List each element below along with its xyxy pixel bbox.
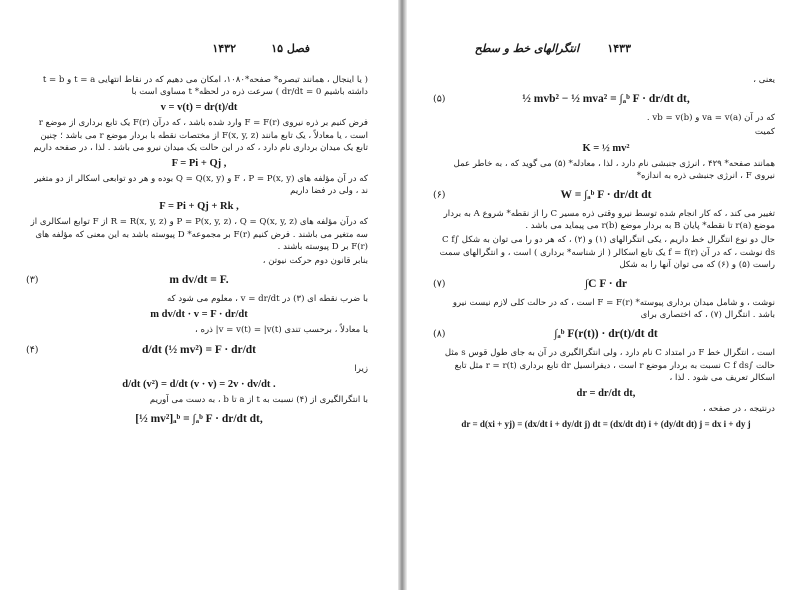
equation-tag: (۵)	[433, 93, 446, 105]
text-line: با انتگرالگیری از (۴) نسبت به t از a تا b ، به دست می آوریم	[149, 394, 368, 405]
left-page-body	[26, 74, 368, 432]
equation-tag: (۴)	[26, 344, 39, 356]
equation: m dv/dt · v = F · dr/dt	[150, 309, 248, 321]
equation: F = Pi + Qj ,	[171, 158, 227, 170]
text-line: کمیت	[754, 127, 775, 138]
section-title: انتگرالهای خط و سطح	[474, 42, 579, 55]
text-line: یعنی ،	[753, 75, 775, 85]
text-line: است ، انتگرال خط F در امتداد C نام دارد ، ولی انتگرالگیری در آن به جای طول قوس s مثل حالت ∫C f ds نسبت به بردار موضع r است ، دیفرانسیل dr تابع برداری r = r(t) مثل تابع اسکالر تعریف می شود . لذا ،	[444, 348, 775, 383]
text-line: درنتیجه ، در صفحه ،	[703, 404, 775, 415]
text-line: با ضرب نقطه ای (۳) در v = dr/dt ، معلوم می شود که	[166, 294, 368, 305]
text-line: یا معادلاً ، برحسب تندی v = v(t) = |v(t)| ذره ،	[194, 325, 368, 336]
equation-tag: (۶)	[433, 189, 446, 201]
text-line: بنابر قانون دوم حرکت نیوتن ،	[262, 256, 368, 267]
equation: d/dt (v²) = d/dt (v · v) = 2v · dv/dt .	[122, 378, 276, 390]
left-page-header	[0, 42, 398, 58]
text-line: که در آن مؤلفه های F ، P = P(x, y) و Q = Q(x, y) بوده و هر دو توابعی اسکالر از دو متغیر ند ، ولی در فضا داریم	[34, 174, 368, 197]
text-line: که درآن مؤلفه های P = P(x, y, z) ، Q = Q(x, y, z) و R = R(x, y, z) از F توابع اسکالری از سه متغیر می باشند . فرض کنیم F(r) بر مجموعه* D پیوسته باشد به این معنی که مؤلفه های F(r) بر D پیوسته باشند .	[30, 217, 368, 252]
right-page	[407, 0, 805, 590]
equation: [½ mv²]ₐᵇ = ∫ₐᵇ F · dr/dt dt,	[135, 413, 263, 426]
text-line: که در آن va = v(a) و vb = v(b) .	[646, 113, 775, 124]
text-line: فرض کنیم بر ذره نیروی F = F(r) وارد شده باشد ، که درآن F(r) یک تابع برداری از موضع r است ، یا معادلاً ، یک تابع مانند F(x, y, z) از مختصات نقطه با بردار موضع r می باشد ؛ چنین تابع یک میدان برداری نام دارد ، که در این حالت یک میدان نیرو می باشد . لذا ، در صفحه داریم	[33, 118, 368, 153]
equation: F = Pi + Qj + Rk ,	[159, 201, 239, 213]
equation-tag: (۷)	[433, 278, 446, 290]
equation-7	[433, 275, 775, 293]
text-line: همانند صفحه* ۴۲۹ ، انرژی جنبشی نام دارد ، لذا ، معادله* (۵) می گوید که ، به خاطر عمل نیروی F ، انرژی جنبشی ذره به اندازه*	[453, 158, 775, 181]
equation-6	[433, 186, 775, 204]
equation: v = v(t) = dr(t)/dt	[160, 102, 238, 114]
book-gutter	[398, 0, 407, 590]
equation-body: ∫C F · dr	[584, 278, 627, 291]
equation-5	[433, 90, 775, 108]
equation-8	[433, 325, 775, 343]
equation-body: ½ mvb² − ½ mva² = ∫ₐᵇ F · dr/dt dt,	[522, 93, 690, 106]
text-line: نوشت ، و شامل میدان برداری پیوسته* F = F(r) است ، که در حالت کلی لازم نیست نیرو باشد . انتگرال (۷) ، که اختصاری برای	[452, 298, 775, 321]
text-line: ( یا اینجال ، همانند تبصره* صفحه*۱۰۸۰، امکان می دهیم که در نقاط انتهایی t = a و t = b داشته باشیم dr/dt = 0 ) سرعت ذره در لحظه* t مساوی است با	[42, 75, 368, 98]
equation: dr = dr/dt dt,	[576, 388, 636, 400]
left-page	[0, 0, 398, 590]
chapter-label: فصل ۱۵	[271, 42, 310, 55]
equation-tag: (۸)	[433, 328, 446, 340]
right-page-header	[407, 42, 805, 58]
equation-4	[26, 341, 368, 359]
page-number: ۱۴۳۲	[212, 42, 236, 55]
equation-body: ∫ₐᵇ F(r(t)) · dr(t)/dt dt	[554, 328, 658, 341]
text-line: تغییر می کند ، که کار انجام شده توسط نیرو وقتی ذره مسیر C را از نقطه* شروع A به بردار موضع r(a) تا نقطه* پایان B به بردار موضع r(b) می پیماید می باشد .	[443, 209, 775, 232]
text-line: حال دو نوع انتگرال خط داریم ، یکی انتگرالهای (۱) و (۲) ، که هر دو را می توان به شکل ∫C f ds نوشت ، که در آن f = f(r) یک تابع اسکالر ( از شناسه* برداری ) است ، و انتگرالهای سمت راست (۵) و (۶) که می توان آنها را به شکل	[439, 235, 775, 270]
equation-body: d/dt (½ mv²) = F · dr/dt	[141, 343, 257, 356]
text-line: زیرا	[354, 363, 368, 374]
equation-3	[26, 271, 368, 289]
equation: dr = d(xi + yj) = (dx/dt i + dy/dt j) dt = (dx/dt dt) i + (dy/dt dt) j = dx i + dy j	[461, 419, 751, 430]
equation-body: m dv/dt = F.	[169, 274, 229, 287]
equation-body: W = ∫ₐᵇ F · dr/dt dt	[560, 189, 652, 202]
equation-tag: (۳)	[26, 274, 39, 286]
equation: K = ½ mv²	[582, 142, 630, 154]
right-page-body	[433, 74, 775, 433]
page-number: ۱۴۳۳	[607, 42, 631, 55]
